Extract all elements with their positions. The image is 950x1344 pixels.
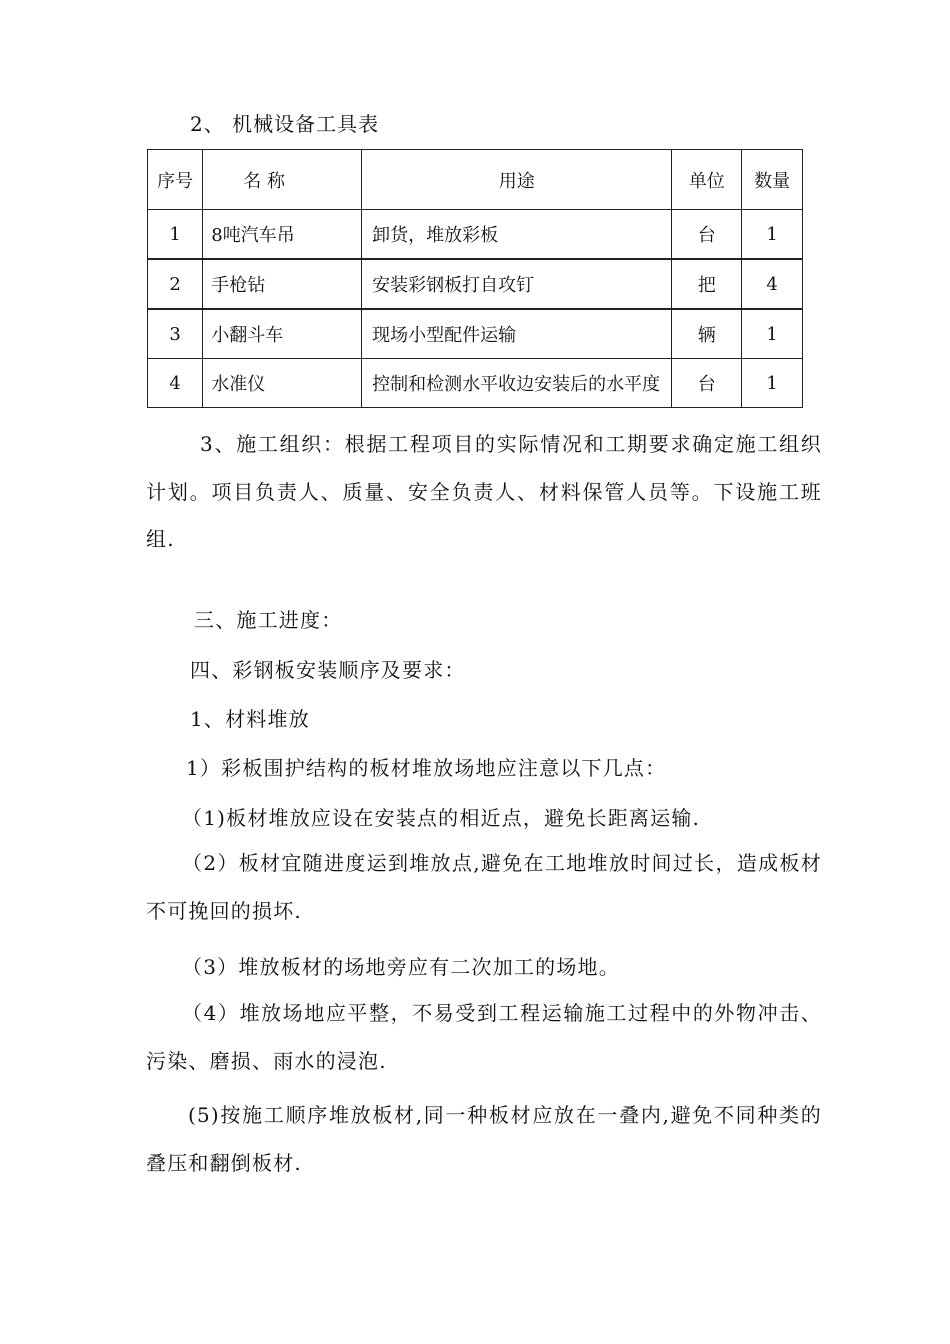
cell-unit: 辆 [672,309,742,359]
header-no: 序号 [148,150,203,210]
cell-use: 控制和检测水平收边安装后的水平度 [362,359,672,408]
cell-use: 安装彩钢板打自攻钉 [362,259,672,309]
equipment-table [147,149,803,408]
cell-qty: 1 [742,309,803,359]
cell-use: 现场小型配件运输 [362,309,672,359]
point-3: （3）堆放板材的场地旁应有二次加工的场地。 [182,955,620,979]
cell-use: 卸货，堆放彩板 [362,210,672,260]
cell-qty: 4 [742,259,803,309]
header-name: 名 称 [203,150,362,210]
header-qty: 数量 [742,150,803,210]
header-use: 用途 [362,150,672,210]
cell-name: 小翻斗车 [203,309,362,359]
cell-unit: 把 [672,259,742,309]
point-5: (5)按施工顺序堆放板材,同一种板材应放在一叠内,避免不同种类的叠压和翻倒板材. [146,1103,822,1175]
cell-name: 手枪钻 [203,259,362,309]
cell-name: 水准仪 [203,359,362,408]
table-row [148,359,803,408]
cell-no: 2 [148,259,203,309]
item-stacking-site-notes: 1）彩板围护结构的板材堆放场地应注意以下几点： [186,756,667,780]
equipment-heading: 2、 机械设备工具表 [190,112,380,136]
cell-unit: 台 [672,210,742,260]
table-row [148,309,803,359]
cell-unit: 台 [672,359,742,408]
cell-no: 4 [148,359,203,408]
section-schedule-heading: 三、施工进度： [194,608,343,632]
cell-no: 3 [148,309,203,359]
cell-qty: 1 [742,359,803,408]
header-unit: 单位 [672,150,742,210]
table-row [148,259,803,309]
cell-qty: 1 [742,210,803,260]
cell-no: 1 [148,210,203,260]
point-2: （2）板材宜随进度运到堆放点,避免在工地堆放时间过长，造成板材不可挽回的损坏. [146,851,822,923]
item-material-stacking: 1、材料堆放 [190,707,310,731]
point-1: （1)板材堆放应设在安装点的相近点，避免长距离运输. [182,806,701,830]
table-header-row [148,150,803,210]
point-4: （4）堆放场地应平整，不易受到工程运输施工过程中的外物冲击、污染、磨损、雨水的浸泡. [146,1001,822,1073]
cell-name: 8吨汽车吊 [203,210,362,260]
section-installation-heading: 四、彩钢板安装顺序及要求： [190,658,466,682]
table-row [148,210,803,260]
organization-paragraph: 3、施工组织：根据工程项目的实际情况和工期要求确定施工组织计划。项目负责人、质量、安全负责人、材料保管人员等。下设施工班组. [146,432,822,551]
